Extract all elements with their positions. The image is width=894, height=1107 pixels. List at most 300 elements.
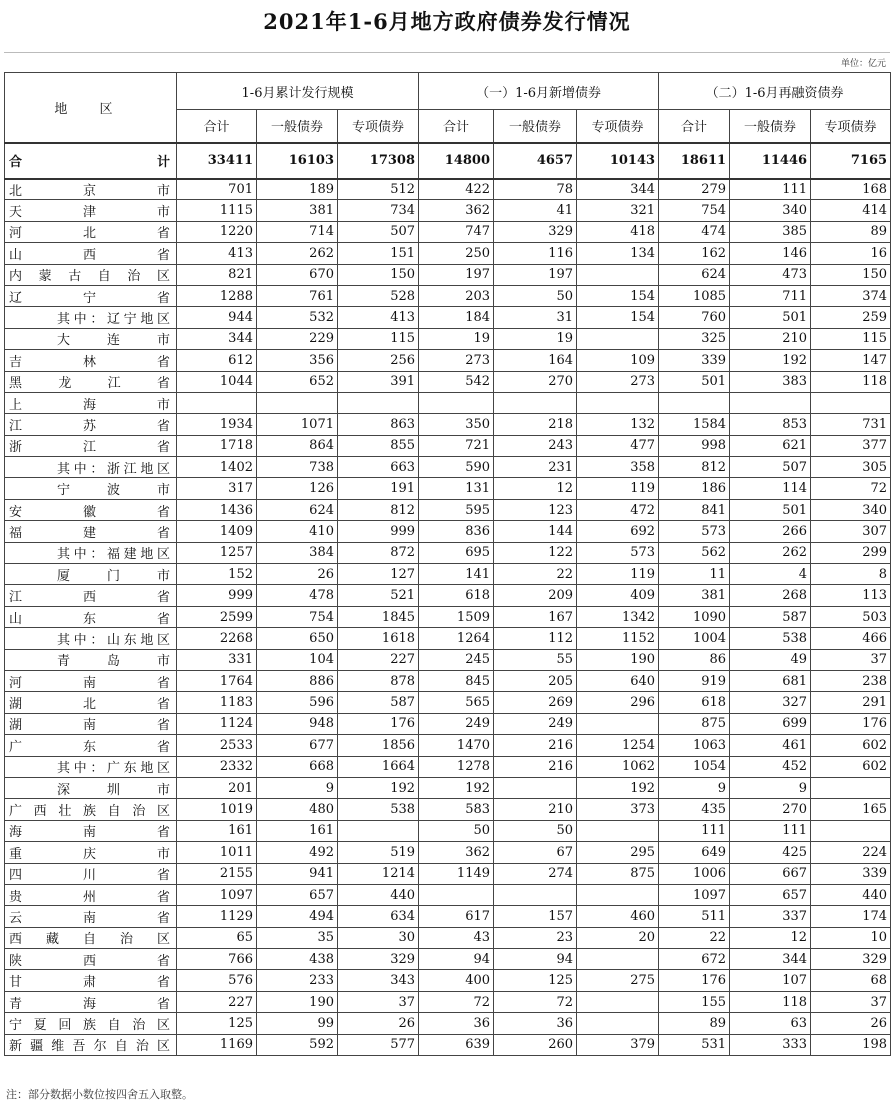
table-cell: 273: [419, 350, 494, 371]
table-cell: 1124: [177, 713, 257, 734]
table-cell: 26: [338, 1013, 419, 1034]
table-cell: 233: [257, 970, 338, 991]
table-cell: 573: [659, 521, 730, 542]
table-cell: 565: [419, 692, 494, 713]
region-name: 其中：辽宁地区: [5, 307, 177, 328]
table-cell: 150: [811, 264, 891, 285]
table-cell: 863: [338, 414, 419, 435]
table-cell: 425: [730, 842, 811, 863]
table-cell: 999: [177, 585, 257, 606]
table-row: [5, 799, 891, 820]
table-cell: 176: [811, 713, 891, 734]
table-cell: 872: [338, 542, 419, 563]
table-cell: 327: [730, 692, 811, 713]
table-cell: 10: [811, 927, 891, 948]
table-cell: 422: [419, 179, 494, 200]
table-cell: [577, 949, 659, 970]
table-cell: 111: [730, 820, 811, 841]
table-cell: 123: [494, 499, 577, 520]
table-cell: 279: [659, 179, 730, 200]
table-cell: 155: [659, 991, 730, 1012]
table-cell: 701: [177, 179, 257, 200]
table-cell: 624: [659, 264, 730, 285]
table-cell: 886: [257, 670, 338, 691]
total-row: [5, 143, 891, 179]
table-row: [5, 970, 891, 991]
table-cell: 41: [494, 200, 577, 221]
table-cell: 122: [494, 542, 577, 563]
table-cell: 577: [338, 1034, 419, 1055]
table-cell: 1169: [177, 1034, 257, 1055]
table-cell: 507: [730, 457, 811, 478]
bond-issuance-table: [4, 72, 891, 1056]
table-row: [5, 435, 891, 456]
table-cell: 944: [177, 307, 257, 328]
table-cell: 16: [811, 243, 891, 264]
table-cell: 186: [659, 478, 730, 499]
total-value: 17308: [338, 143, 419, 179]
table-row: [5, 777, 891, 798]
region-name: 河南省: [5, 670, 177, 691]
table-cell: 699: [730, 713, 811, 734]
table-row: [5, 991, 891, 1012]
table-cell: 2268: [177, 628, 257, 649]
table-row: [5, 221, 891, 242]
total-value: 7165: [811, 143, 891, 179]
table-cell: [577, 991, 659, 1012]
table-cell: 668: [257, 756, 338, 777]
table-row: [5, 735, 891, 756]
table-cell: 695: [419, 542, 494, 563]
table-cell: 157: [494, 906, 577, 927]
region-name: 江苏省: [5, 414, 177, 435]
table-cell: 1856: [338, 735, 419, 756]
table-cell: 460: [577, 906, 659, 927]
footnote: 注：部分数据小数位按四舍五入取整。: [6, 1088, 193, 1101]
region-name: 四川省: [5, 863, 177, 884]
table-cell: [577, 264, 659, 285]
table-cell: 49: [730, 649, 811, 670]
table-cell: 667: [730, 863, 811, 884]
table-cell: 262: [257, 243, 338, 264]
table-cell: 344: [730, 949, 811, 970]
table-cell: 1097: [177, 884, 257, 905]
region-name: 广东省: [5, 735, 177, 756]
table-cell: 1004: [659, 628, 730, 649]
total-value: 11446: [730, 143, 811, 179]
table-cell: 329: [338, 949, 419, 970]
table-cell: 747: [419, 221, 494, 242]
region-name: 西藏自治区: [5, 927, 177, 948]
table-cell: 373: [577, 799, 659, 820]
table-cell: 812: [659, 457, 730, 478]
table-row: [5, 628, 891, 649]
table-cell: 1183: [177, 692, 257, 713]
table-cell: 1278: [419, 756, 494, 777]
table-row: [5, 949, 891, 970]
unit-label: 单位：亿元: [840, 59, 886, 69]
table-cell: 259: [811, 307, 891, 328]
table-cell: 760: [659, 307, 730, 328]
table-row: [5, 457, 891, 478]
table-cell: 190: [257, 991, 338, 1012]
table-cell: 268: [730, 585, 811, 606]
table-row: [5, 307, 891, 328]
table-cell: 596: [257, 692, 338, 713]
table-cell: 562: [659, 542, 730, 563]
table-cell: 1584: [659, 414, 730, 435]
table-cell: 512: [338, 179, 419, 200]
table-cell: 1019: [177, 799, 257, 820]
table-cell: 115: [811, 328, 891, 349]
total-value: 33411: [177, 143, 257, 179]
table-cell: 174: [811, 906, 891, 927]
table-cell: 22: [659, 927, 730, 948]
table-cell: [494, 392, 577, 413]
column-header: 专项债券: [577, 110, 659, 143]
table-row: [5, 542, 891, 563]
table-cell: 249: [494, 713, 577, 734]
header-refinancing-bonds: （二）1-6月再融资债券: [659, 73, 891, 110]
table-cell: 1288: [177, 285, 257, 306]
table-cell: 542: [419, 371, 494, 392]
table-cell: 503: [811, 606, 891, 627]
table-cell: 94: [419, 949, 494, 970]
table-cell: 519: [338, 842, 419, 863]
table-cell: 1090: [659, 606, 730, 627]
region-name: 其中：浙江地区: [5, 457, 177, 478]
table-cell: 72: [811, 478, 891, 499]
table-cell: 11: [659, 564, 730, 585]
table-cell: 841: [659, 499, 730, 520]
table-cell: 274: [494, 863, 577, 884]
table-cell: 418: [577, 221, 659, 242]
table-cell: 1152: [577, 628, 659, 649]
table-cell: 190: [577, 649, 659, 670]
table-row: [5, 564, 891, 585]
table-cell: 657: [257, 884, 338, 905]
table-cell: 37: [811, 649, 891, 670]
table-cell: 30: [338, 927, 419, 948]
table-cell: 602: [811, 756, 891, 777]
table-cell: 12: [730, 927, 811, 948]
column-header: 合计: [659, 110, 730, 143]
table-cell: 362: [419, 200, 494, 221]
table-cell: 250: [419, 243, 494, 264]
table-row: [5, 606, 891, 627]
table-cell: 1214: [338, 863, 419, 884]
table-cell: 477: [577, 435, 659, 456]
table-cell: 114: [730, 478, 811, 499]
table-cell: 9: [257, 777, 338, 798]
table-cell: 243: [494, 435, 577, 456]
region-name: 上海市: [5, 392, 177, 413]
table-cell: 333: [730, 1034, 811, 1055]
table-cell: 36: [419, 1013, 494, 1034]
table-cell: 12: [494, 478, 577, 499]
region-name: 湖北省: [5, 692, 177, 713]
table-cell: 192: [338, 777, 419, 798]
table-cell: 836: [419, 521, 494, 542]
table-cell: 147: [811, 350, 891, 371]
table-cell: 592: [257, 1034, 338, 1055]
table-cell: 340: [811, 499, 891, 520]
table-cell: 948: [257, 713, 338, 734]
table-cell: 344: [577, 179, 659, 200]
table-cell: 440: [338, 884, 419, 905]
column-header: 专项债券: [811, 110, 891, 143]
table-cell: 168: [811, 179, 891, 200]
table-cell: 521: [338, 585, 419, 606]
total-label: 合计: [5, 143, 177, 179]
region-name: 甘肃省: [5, 970, 177, 991]
table-cell: 270: [730, 799, 811, 820]
table-cell: 50: [494, 820, 577, 841]
table-cell: 89: [659, 1013, 730, 1034]
table-cell: 134: [577, 243, 659, 264]
table-cell: 1509: [419, 606, 494, 627]
table-cell: 875: [577, 863, 659, 884]
table-cell: 374: [811, 285, 891, 306]
column-header: 一般债券: [257, 110, 338, 143]
table-cell: 853: [730, 414, 811, 435]
table-cell: 31: [494, 307, 577, 328]
table-cell: 150: [338, 264, 419, 285]
column-header: 一般债券: [730, 110, 811, 143]
table-cell: 37: [338, 991, 419, 1012]
region-name: 青海省: [5, 991, 177, 1012]
table-cell: 812: [338, 499, 419, 520]
table-cell: [577, 392, 659, 413]
table-cell: 538: [730, 628, 811, 649]
table-cell: 141: [419, 564, 494, 585]
table-cell: 63: [730, 1013, 811, 1034]
table-cell: 329: [811, 949, 891, 970]
table-cell: 998: [659, 435, 730, 456]
region-name: 贵州省: [5, 884, 177, 905]
region-name: 大连市: [5, 328, 177, 349]
table-cell: 1342: [577, 606, 659, 627]
table-cell: 167: [494, 606, 577, 627]
table-cell: 494: [257, 906, 338, 927]
header-cumulative: 1-6月累计发行规模: [177, 73, 419, 110]
table-cell: 2155: [177, 863, 257, 884]
table-row: [5, 478, 891, 499]
table-row: [5, 884, 891, 905]
table-cell: 573: [577, 542, 659, 563]
table-cell: 855: [338, 435, 419, 456]
table-cell: [577, 884, 659, 905]
table-cell: 198: [811, 1034, 891, 1055]
table-cell: 189: [257, 179, 338, 200]
table-row: [5, 285, 891, 306]
table-cell: 331: [177, 649, 257, 670]
total-value: 16103: [257, 143, 338, 179]
table-cell: 999: [338, 521, 419, 542]
table-cell: 339: [659, 350, 730, 371]
table-row: [5, 521, 891, 542]
table-cell: 131: [419, 478, 494, 499]
table-cell: 766: [177, 949, 257, 970]
table-cell: 1063: [659, 735, 730, 756]
table-cell: 438: [257, 949, 338, 970]
table-cell: 734: [338, 200, 419, 221]
table-cell: 111: [730, 179, 811, 200]
table-cell: 50: [419, 820, 494, 841]
table-cell: 1264: [419, 628, 494, 649]
table-cell: 1664: [338, 756, 419, 777]
table-cell: 413: [177, 243, 257, 264]
region-name: 青岛市: [5, 649, 177, 670]
table-cell: 919: [659, 670, 730, 691]
table-cell: 192: [577, 777, 659, 798]
table-cell: 67: [494, 842, 577, 863]
table-cell: [577, 328, 659, 349]
table-cell: 197: [494, 264, 577, 285]
table-cell: 161: [257, 820, 338, 841]
table-cell: 478: [257, 585, 338, 606]
region-name: 江西省: [5, 585, 177, 606]
table-cell: 821: [177, 264, 257, 285]
region-name: 其中：福建地区: [5, 542, 177, 563]
table-cell: 474: [659, 221, 730, 242]
region-name: 山西省: [5, 243, 177, 264]
table-cell: 681: [730, 670, 811, 691]
table-cell: 9: [730, 777, 811, 798]
table-cell: 216: [494, 735, 577, 756]
table-cell: 126: [257, 478, 338, 499]
table-cell: 480: [257, 799, 338, 820]
table-cell: 501: [730, 307, 811, 328]
table-row: [5, 585, 891, 606]
table-cell: 410: [257, 521, 338, 542]
table-cell: 125: [494, 970, 577, 991]
table-cell: 1764: [177, 670, 257, 691]
table-cell: 650: [257, 628, 338, 649]
table-cell: 266: [730, 521, 811, 542]
table-cell: 36: [494, 1013, 577, 1034]
table-cell: 299: [811, 542, 891, 563]
table-cell: 50: [494, 285, 577, 306]
table-cell: 269: [494, 692, 577, 713]
table-cell: 19: [494, 328, 577, 349]
table-row: [5, 820, 891, 841]
table-cell: 576: [177, 970, 257, 991]
region-name: 重庆市: [5, 842, 177, 863]
table-cell: 94: [494, 949, 577, 970]
table-row: [5, 649, 891, 670]
table-cell: 295: [577, 842, 659, 863]
table-cell: 663: [338, 457, 419, 478]
table-cell: 216: [494, 756, 577, 777]
table-cell: 381: [257, 200, 338, 221]
region-name: 新疆维吾尔自治区: [5, 1034, 177, 1055]
table-cell: 677: [257, 735, 338, 756]
table-cell: 1845: [338, 606, 419, 627]
table-cell: 127: [338, 564, 419, 585]
table-cell: 256: [338, 350, 419, 371]
table-cell: 245: [419, 649, 494, 670]
table-cell: 201: [177, 777, 257, 798]
table-cell: 339: [811, 863, 891, 884]
table-cell: 205: [494, 670, 577, 691]
table-cell: 1402: [177, 457, 257, 478]
table-cell: 37: [811, 991, 891, 1012]
table-cell: 22: [494, 564, 577, 585]
table-cell: 209: [494, 585, 577, 606]
table-cell: 164: [494, 350, 577, 371]
table-cell: 595: [419, 499, 494, 520]
table-cell: 229: [257, 328, 338, 349]
table-row: [5, 756, 891, 777]
table-cell: 466: [811, 628, 891, 649]
table-cell: 692: [577, 521, 659, 542]
table-cell: 473: [730, 264, 811, 285]
region-name: 宁波市: [5, 478, 177, 499]
table-cell: 639: [419, 1034, 494, 1055]
table-cell: 634: [338, 906, 419, 927]
table-cell: 273: [577, 371, 659, 392]
table-cell: [577, 1013, 659, 1034]
table-cell: 621: [730, 435, 811, 456]
table-cell: 501: [730, 499, 811, 520]
table-cell: 941: [257, 863, 338, 884]
table-cell: 275: [577, 970, 659, 991]
table-cell: 1085: [659, 285, 730, 306]
table-cell: 1097: [659, 884, 730, 905]
table-cell: 20: [577, 927, 659, 948]
table-cell: 864: [257, 435, 338, 456]
region-name: 黑龙江省: [5, 371, 177, 392]
region-name: 辽宁省: [5, 285, 177, 306]
table-cell: [577, 820, 659, 841]
table-cell: 1254: [577, 735, 659, 756]
table-cell: 191: [338, 478, 419, 499]
table-cell: 602: [811, 735, 891, 756]
table-row: [5, 243, 891, 264]
table-cell: 203: [419, 285, 494, 306]
table-cell: 72: [494, 991, 577, 1012]
column-header: 一般债券: [494, 110, 577, 143]
table-row: [5, 1013, 891, 1034]
table-row: [5, 713, 891, 734]
table-cell: 612: [177, 350, 257, 371]
table-cell: 116: [494, 243, 577, 264]
table-cell: 538: [338, 799, 419, 820]
table-cell: 1220: [177, 221, 257, 242]
table-cell: 118: [730, 991, 811, 1012]
table-cell: 1257: [177, 542, 257, 563]
table-cell: 670: [257, 264, 338, 285]
table-cell: 99: [257, 1013, 338, 1034]
table-row: [5, 350, 891, 371]
table-cell: 227: [177, 991, 257, 1012]
table-cell: 210: [730, 328, 811, 349]
table-cell: [577, 713, 659, 734]
table-cell: 761: [257, 285, 338, 306]
table-cell: 104: [257, 649, 338, 670]
table-cell: [419, 884, 494, 905]
table-cell: 43: [419, 927, 494, 948]
table-row: [5, 499, 891, 520]
total-value: 4657: [494, 143, 577, 179]
table-cell: 409: [577, 585, 659, 606]
table-cell: 35: [257, 927, 338, 948]
table-cell: 109: [577, 350, 659, 371]
table-cell: 1071: [257, 414, 338, 435]
table-cell: 383: [730, 371, 811, 392]
table-cell: 1006: [659, 863, 730, 884]
